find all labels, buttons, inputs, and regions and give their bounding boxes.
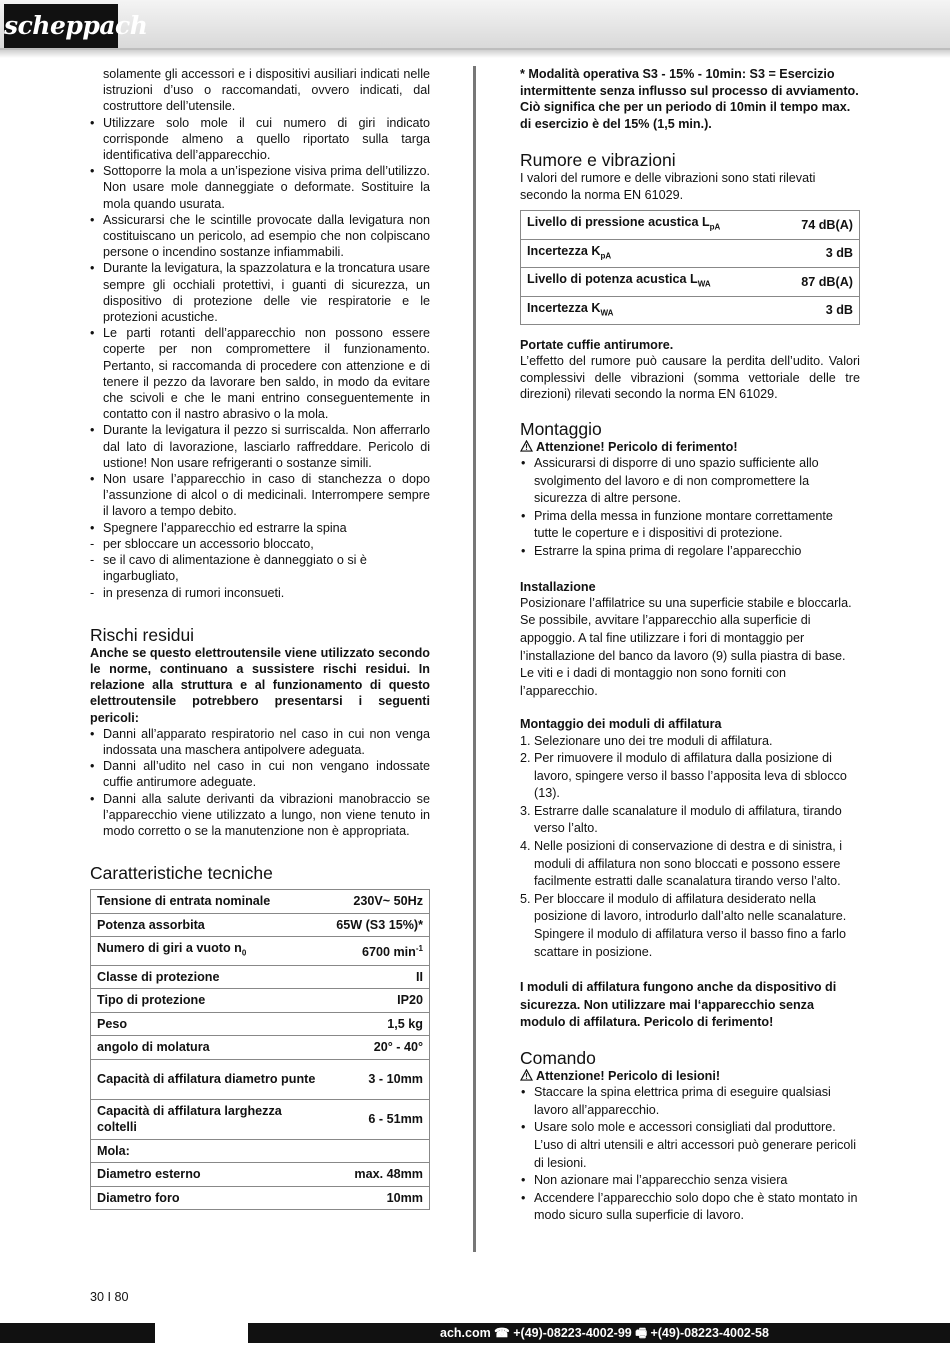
- spec-label: Peso: [91, 1012, 331, 1036]
- dash-item: - se il cavo di alimentazione è danneggiato o si è ingarbugliato,: [90, 552, 430, 584]
- right-column: [520, 66, 860, 1225]
- ear-protection-title: Portate cuffie antirumore.: [520, 338, 674, 353]
- footer-gap: [155, 1323, 248, 1343]
- dash-list: [90, 536, 430, 601]
- residual-intro: Anche se questo elettroutensile viene utilizzato secondo le norme, continuano a sussistere rischi residui. In relazione alla struttura e al funzionamento di questo elettroutensile potrebbero presentarsi i seguenti pericoli:: [90, 645, 430, 725]
- control-item: • Staccare la spina elettrica prima di eseguire qualsiasi lavoro all’apparecchio.: [520, 1084, 860, 1119]
- spec-value: 20° - 40°: [330, 1036, 429, 1060]
- page-number: 30 I 80: [90, 1290, 129, 1304]
- spec-row: [91, 937, 430, 966]
- specs-table: [90, 889, 430, 1210]
- spec-value: 6700 $\min^{-1}$: [330, 937, 429, 966]
- brand-logo: scheppach: [4, 4, 118, 48]
- assembly-title: Montaggio: [520, 418, 602, 439]
- spec-value: 74 dB(A): [779, 211, 860, 240]
- noise-table: [520, 210, 860, 325]
- spec-value: 10mm: [330, 1186, 429, 1210]
- residual-item: • Danni all’apparato respiratorio nel caso in cui non venga indossata una maschera antipolvere adeguata.: [90, 726, 430, 758]
- safety-list: [90, 66, 430, 536]
- modules-title: Montaggio dei moduli di affilatura: [520, 717, 722, 732]
- spec-label: Classe di protezione: [91, 965, 331, 989]
- spec-value: IP20: [330, 989, 429, 1013]
- module-step: 4. Nelle posizioni di conservazione di destra e di sinistra, i moduli di affilatura non sono bloccati e possono essere facilmente estratti dalle scanalatura tirando verso l’alto.: [520, 839, 842, 889]
- dash-item: - per sbloccare un accessorio bloccato,: [90, 536, 430, 552]
- noise-row: [521, 211, 860, 240]
- assembly-list: [520, 455, 860, 561]
- module-step: 5. Per bloccare il modulo di affilatura desiderato nella posizione di lavoro, introdurlo dall’alto nelle scanalature. Spingere il modulo di affilatura verso il basso fino a farlo scattare in posizione.: [520, 891, 847, 959]
- left-column: [90, 66, 430, 1210]
- spec-value: 6 - 51mm: [330, 1099, 429, 1139]
- spec-value: max. 48mm: [330, 1163, 429, 1187]
- spec-label: Incertezza $K_{WA}$: [521, 296, 779, 325]
- residual-list: [90, 726, 430, 839]
- spec-value: II: [330, 965, 429, 989]
- spec-label: Livello di pressione acustica $L_{pA}$: [521, 211, 779, 240]
- install-title: Installazione: [520, 579, 596, 594]
- spec-value: [330, 1139, 429, 1163]
- warning-icon: [520, 1069, 533, 1081]
- safety-item: • Le parti rotanti dell’apparecchio non possono essere coperte per non compromettere il funzionamento. Pertanto, si raccomanda di procedere con attenzione e di tenere il pezzo da lavorare ben saldo, in modo da evitare che scivoli e che le mani entrino conseguentemente in contatto con il nastro abrasivo o la mola.: [90, 325, 430, 422]
- safety-item: • Sottoporre la mola a un’ispezione visiva prima dell’utilizzo. Non usare mole danneggiate o deformate. Sostituire la mola quando usurata.: [90, 163, 430, 212]
- spec-row: [91, 1163, 430, 1187]
- spec-label: Capacità di affilatura diametro punte: [91, 1059, 331, 1099]
- safety-item: solamente gli accessori e i dispositivi ausiliari indicati nelle istruzioni d’uso o raccomandati, ovvero indicati, dal costruttore dell’utensile.: [103, 67, 430, 114]
- assembly-warning: Attenzione! Pericolo di ferimento!: [520, 439, 860, 455]
- spec-value: 3 dB: [779, 296, 860, 325]
- assembly-item: • Estrarre la spina prima di regolare l’apparecchio: [520, 543, 860, 561]
- safety-item: • Durante la levigatura il pezzo si surriscalda. Non afferrarlo dal lato di lavorazione, lasciarlo raffreddare. Pericolo di ustione! Non usare refrigeranti o sostanze simili.: [90, 422, 430, 471]
- noise-intro: I valori del rumore e delle vibrazioni sono stati rilevati secondo la norma EN 61029.: [520, 171, 816, 202]
- spec-value: 3 dB: [779, 239, 860, 268]
- spec-row: [91, 1012, 430, 1036]
- spec-label: Tensione di entrata nominale: [91, 890, 331, 914]
- spec-row: [91, 965, 430, 989]
- spec-value: 230V~ 50Hz: [330, 890, 429, 914]
- specs-title: Caratteristiche tecniche: [90, 863, 273, 884]
- column-divider: [473, 66, 476, 1252]
- spec-row: [91, 890, 430, 914]
- assembly-item: • Prima della messa in funzione montare correttamente tutte le coperture e i dispositivi di protezione.: [520, 508, 860, 543]
- residual-item: • Danni alla salute derivanti da vibrazioni manobraccio se l’apparecchio viene utilizzato a lungo, non viene tenuto in modo corretto o se la manutenzione non è appropriata.: [90, 791, 430, 840]
- spec-label: angolo di molatura: [91, 1036, 331, 1060]
- spec-row: [91, 1036, 430, 1060]
- install-text: Posizionare l’affilatrice su una superficie stabile e bloccarla. Se possibile, avvitare l’apparecchio alla superficie di appoggio. A tal fine utilizzare i fori di montaggio per l’installazione del banco da lavoro (9) sulla piastra di base.: [520, 595, 852, 663]
- safety-item: • Assicurarsi che le scintille provocate dalla levigatura non costituiscano un pericolo, ad esempio che non colpiscano persone o incendino sostanze infiammabili.: [90, 212, 430, 261]
- spec-label: Diametro foro: [91, 1186, 331, 1210]
- noise-title: Rumore e vibrazioni: [520, 150, 676, 170]
- spec-label: Capacità di affilatura larghezza coltelli: [91, 1099, 331, 1139]
- spec-row: [91, 989, 430, 1013]
- spec-label: Livello di potenza acustica $L_{WA}$: [521, 268, 779, 297]
- mode-note: * Modalità operativa S3 - 15% - 10min: S3 = Esercizio intermittente senza influsso sul processo di avviamento. Ciò significa che per un periodo di 10min il tempo max. di esercizio è del 15% (1,5 min.).: [520, 67, 859, 131]
- dash-item: - in presenza di rumori inconsueti.: [90, 585, 430, 601]
- modules-note: I moduli di affilatura fungono anche da dispositivo di sicurezza. Non utilizzare mai l‘apparecchio senza modulo di affilatura. Pericolo di ferimento!: [520, 980, 837, 1030]
- spec-row: [91, 1059, 430, 1099]
- safety-item: • Non usare l’apparecchio in caso di stanchezza o dopo l’assunzione di alcol o di medicinali. Interrompere sempre il lavoro a tempo debito.: [90, 471, 430, 520]
- noise-row: [521, 268, 860, 297]
- spec-row: [91, 1139, 430, 1163]
- spec-label: Mola:: [91, 1139, 331, 1163]
- control-title: Comando: [520, 1048, 596, 1068]
- residual-title: Rischi residui: [90, 624, 195, 645]
- spec-label: Incertezza $K_{pA}$: [521, 239, 779, 268]
- control-item: • Usare solo mole e accessori consigliati dal produttore. L’uso di altri utensili e altri accessori può generare pericoli di lesioni.: [520, 1119, 860, 1172]
- warning-icon: [520, 440, 533, 452]
- spec-value: 87 dB(A): [779, 268, 860, 297]
- spec-row: [91, 1099, 430, 1139]
- control-list: [520, 1084, 860, 1225]
- module-step: 2. Per rimuovere il modulo di affilatura dalla posizione di lavoro, spingere verso il basso l’apposita leva di sblocco (13).: [520, 751, 847, 801]
- spec-label: Diametro esterno: [91, 1163, 331, 1187]
- spec-label: Potenza assorbita: [91, 913, 331, 937]
- assembly-item: • Assicurarsi di disporre di uno spazio sufficiente allo svolgimento del lavoro e di non compromettere la sicurezza di altre persone.: [520, 455, 860, 508]
- noise-row: [521, 239, 860, 268]
- safety-item: • Durante la levigatura, la spazzolatura e la troncatura usare sempre gli occhiali protettivi, i guanti di sicurezza, un dispositivo di protezione delle vie respiratorie e le protezioni acustiche.: [90, 260, 430, 325]
- ear-protection-text: L’effetto del rumore può causare la perdita dell’udito. Valori complessivi delle vibrazioni (somma vettoriale delle tre direzioni) rilevati secondo la norma EN 61029.: [520, 354, 860, 402]
- spec-row: [91, 913, 430, 937]
- spec-value: 3 - 10mm: [330, 1059, 429, 1099]
- spec-row: [91, 1186, 430, 1210]
- safety-item: • Spegnere l’apparecchio ed estrarre la spina: [90, 520, 430, 536]
- control-item: • Accendere l’apparecchio solo dopo che è stato montato in modo sicuro sulla superficie di lavoro.: [520, 1190, 860, 1225]
- module-step: 3. Estrarre dalle scanalature il modulo di affilatura, tirando verso l’alto.: [520, 803, 842, 836]
- residual-item: • Danni all’udito nel caso in cui non vengano indossate cuffie antirumore adeguate.: [90, 758, 430, 790]
- footer-contact: ach.com ☎ +(49)-08223-4002-99 🖷 +(49)-08223-4002-58: [440, 1326, 769, 1340]
- safety-item: • Utilizzare solo mole il cui numero di giri indicato corrisponde almeno a quello riportato sulla targa identificativa dell’apparecchio.: [90, 115, 430, 164]
- control-item: • Non azionare mai l’apparecchio senza visiera: [520, 1172, 860, 1190]
- spec-label: Tipo di protezione: [91, 989, 331, 1013]
- spec-label: Numero di giri a vuoto $n_0$: [91, 937, 331, 966]
- modules-list: [520, 733, 860, 962]
- noise-row: [521, 296, 860, 325]
- module-step: 1. Selezionare uno dei tre moduli di affilatura.: [520, 733, 773, 748]
- spec-value: 65W (S3 15%)*: [330, 913, 429, 937]
- header-shadow: [0, 50, 950, 58]
- control-warning: Attenzione! Pericolo di lesioni!: [520, 1068, 860, 1084]
- spec-value: 1,5 kg: [330, 1012, 429, 1036]
- install-text-2: Le viti e i dadi di montaggio non sono forniti con l’apparecchio.: [520, 666, 787, 698]
